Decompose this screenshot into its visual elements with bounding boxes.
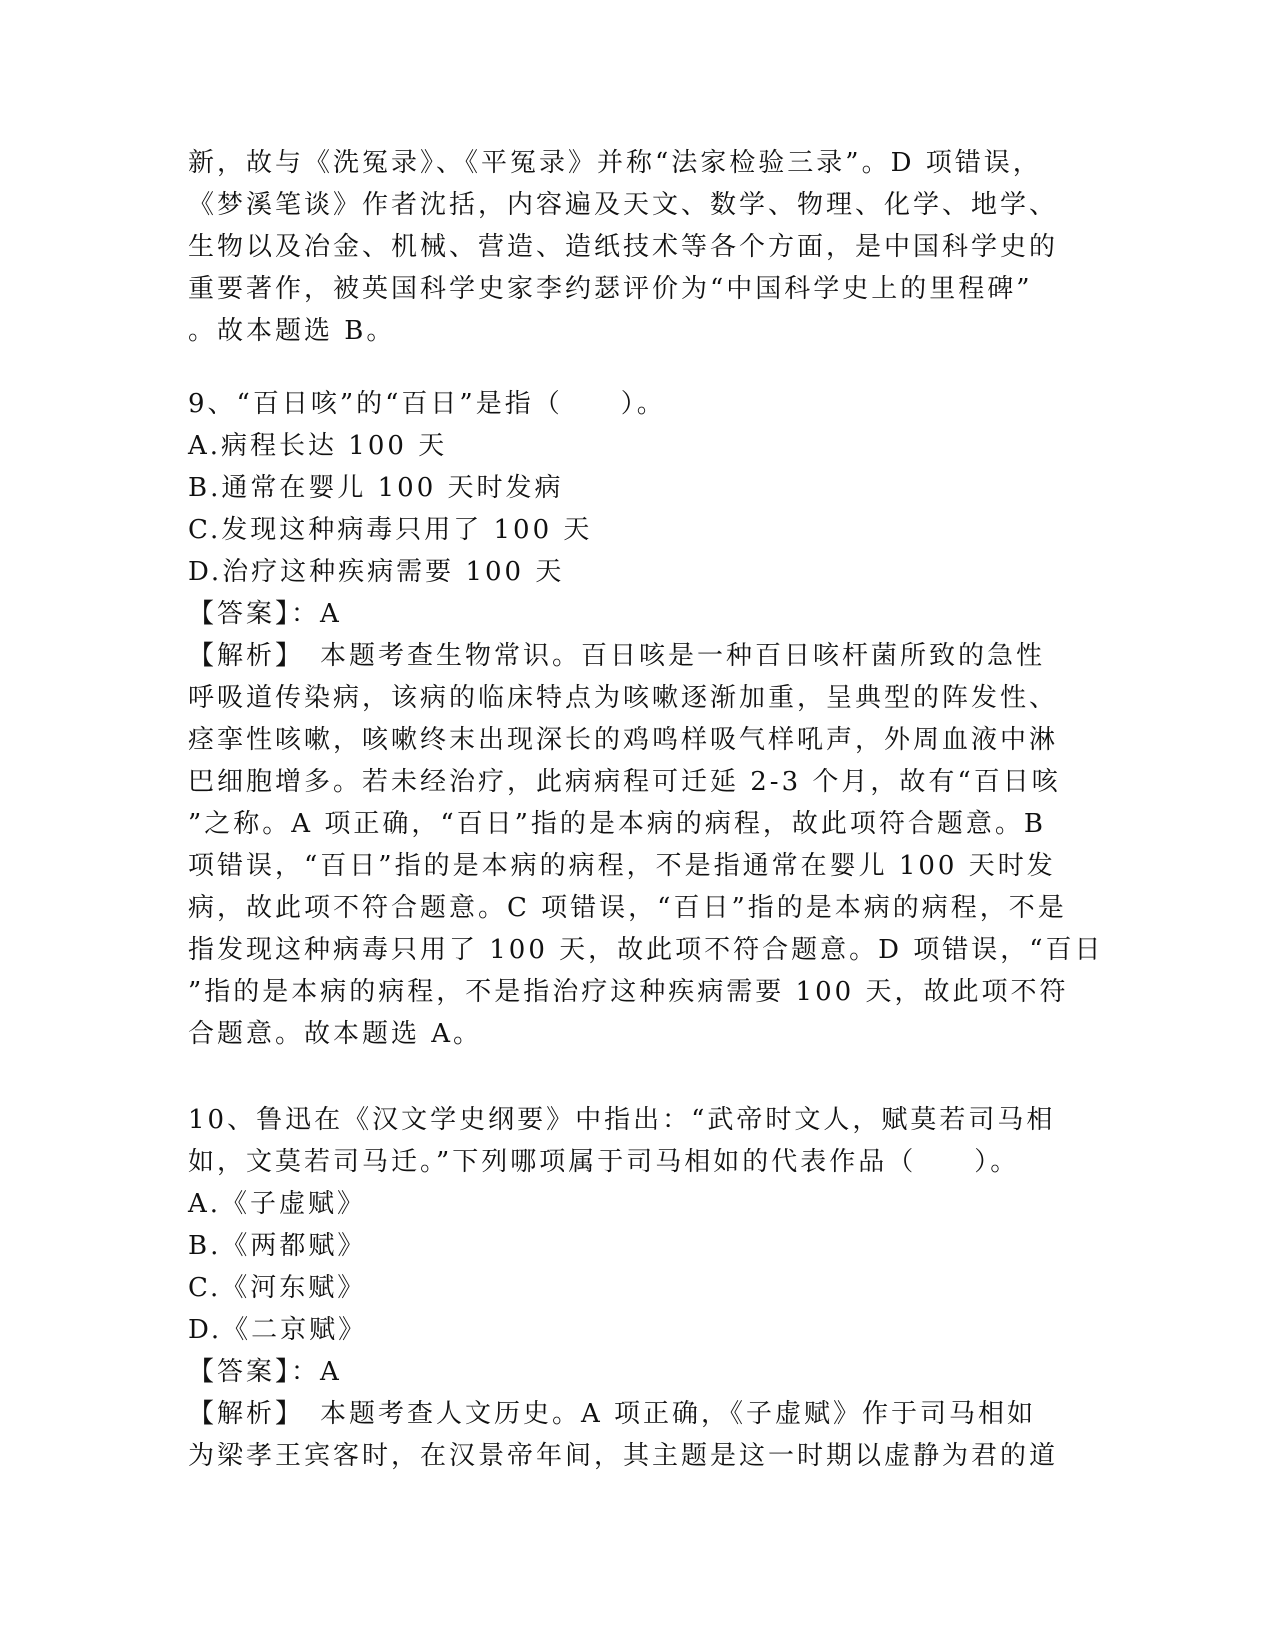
analysis-line: 【解析】 本题考查人文历史。A 项正确，《子虚赋》作于司马相如	[188, 1399, 1037, 1429]
text-line: 。故本题选 B。	[188, 316, 396, 346]
option-c: C.《河东赋》	[188, 1273, 367, 1303]
analysis-line: 合题意。故本题选 A。	[188, 1019, 483, 1049]
analysis-line: 巴细胞增多。若未经治疗，此病病程可迁延 2-3 个月，故有“百日咳	[188, 767, 1061, 797]
analysis-line: 痉挛性咳嗽，咳嗽终末出现深长的鸡鸣样吸气样吼声，外周血液中淋	[188, 725, 1059, 755]
question-stem: 如，文莫若司马迁。”下列哪项属于司马相如的代表作品（ ）。	[188, 1147, 1020, 1177]
text-line: 重要著作，被英国科学史家李约瑟评价为“中国科学史上的里程碑”	[188, 274, 1033, 304]
question-9	[188, 383, 1104, 1055]
text-line: 生物以及冶金、机械、营造、造纸技术等各个方面，是中国科学史的	[188, 232, 1059, 262]
text-line: 《梦溪笔谈》作者沈括，内容遍及天文、数学、物理、化学、地学、	[188, 190, 1059, 220]
option-b: B.通常在婴儿 100 天时发病	[188, 473, 564, 503]
text-line: 新，故与《洗冤录》、《平冤录》并称“法家检验三录”。D 项错误，	[188, 148, 1042, 178]
option-a: A.《子虚赋》	[188, 1189, 367, 1219]
answer-line: 【答案】：A	[188, 1357, 342, 1387]
analysis-line: 呼吸道传染病，该病的临床特点为咳嗽逐渐加重，呈典型的阵发性、	[188, 683, 1059, 713]
analysis-line: 指发现这种病毒只用了 100 天，故此项不符合题意。D 项错误，“百日	[188, 935, 1104, 965]
option-a: A.病程长达 100 天	[188, 431, 448, 461]
option-d: D.《二京赋》	[188, 1315, 368, 1345]
option-d: D.治疗这种疾病需要 100 天	[188, 557, 565, 587]
analysis-line: 为梁孝王宾客时，在汉景帝年间，其主题是这一时期以虚静为君的道	[188, 1441, 1059, 1471]
option-b: B.《两都赋》	[188, 1231, 367, 1261]
question-stem: 10、鲁迅在《汉文学史纲要》中指出：“武帝时文人，赋莫若司马相	[188, 1105, 1056, 1135]
question-stem: 9、“百日咳”的“百日”是指（ ）。	[188, 389, 666, 419]
option-c: C.发现这种病毒只用了 100 天	[188, 515, 593, 545]
previous-explanation-tail	[188, 142, 1088, 352]
answer-line: 【答案】：A	[188, 599, 342, 629]
analysis-line: 项错误，“百日”指的是本病的病程，不是指通常在婴儿 100 天时发	[188, 851, 1056, 881]
analysis-line: 病，故此项不符合题意。C 项错误，“百日”指的是本病的病程，不是	[188, 893, 1067, 923]
analysis-line: ”指的是本病的病程，不是指治疗这种疾病需要 100 天，故此项不符	[188, 977, 1069, 1007]
question-10	[188, 1099, 1088, 1477]
analysis-line: 【解析】 本题考查生物常识。百日咳是一种百日咳杆菌所致的急性	[188, 641, 1046, 671]
analysis-line: ”之称。A 项正确，“百日”指的是本病的病程，故此项符合题意。B	[188, 809, 1047, 839]
